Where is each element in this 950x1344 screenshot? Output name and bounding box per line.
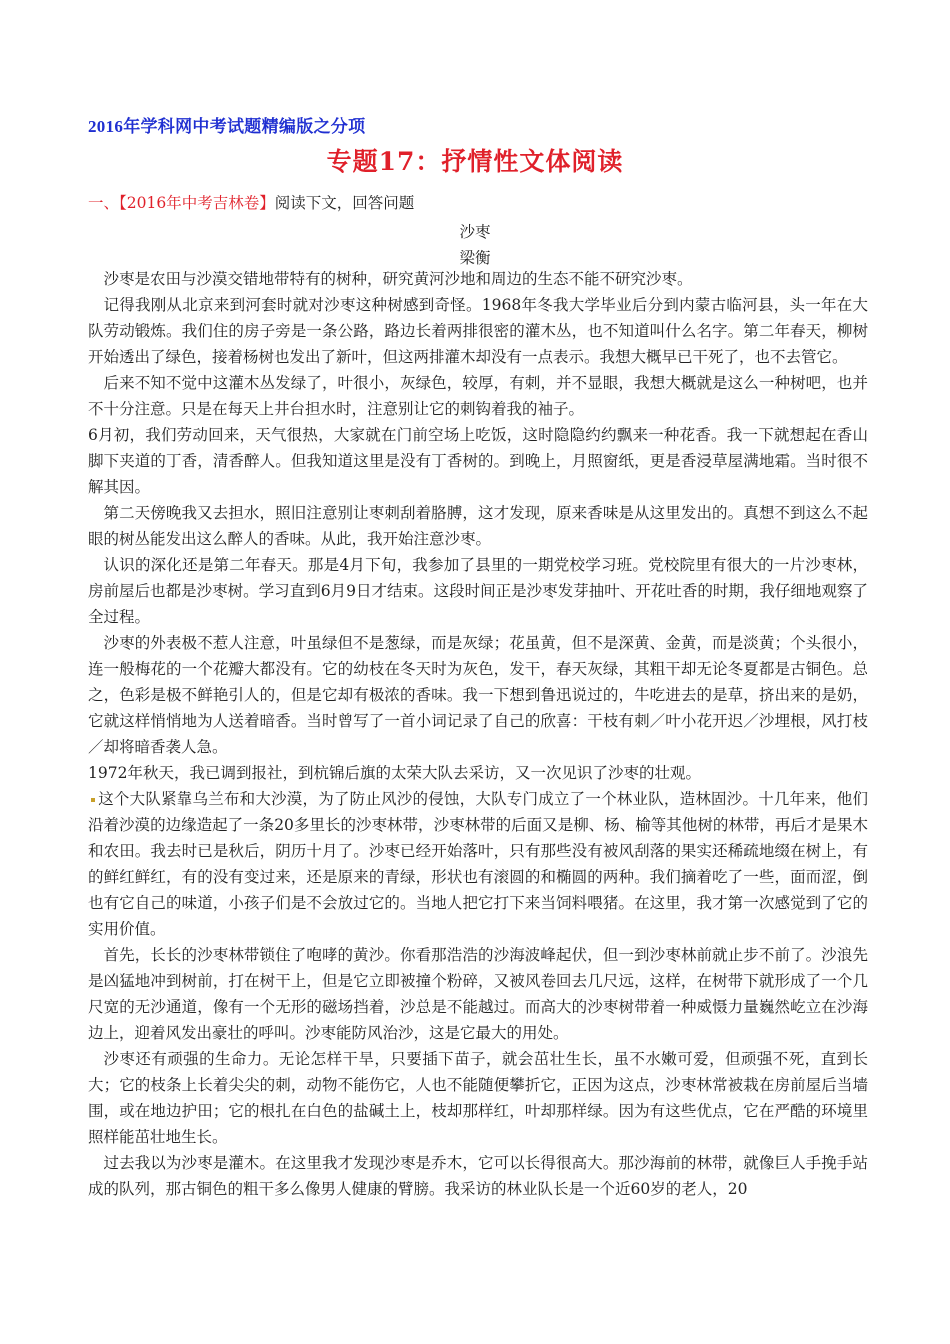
paragraph-1: 沙枣是农田与沙漠交错地带特有的树种，研究黄河沙地和周边的生态不能不研究沙枣。 <box>103 270 693 288</box>
paragraph-10: 首先，长长的沙枣林带锁住了咆哮的黄沙。你看那浩浩的沙海波峰起伏，但一到沙枣林前就止步不前了。沙浪先是凶猛地冲到树前，打在树干上，但是它立即被撞个粉碎，又被风卷回去几尺远，这样，在树带下就形成了一个几尺宽的无沙通道，像有一个无形的磁场挡着，沙总是不能越过。而高大的沙枣树带着一种威慑力量巍然屹立在沙海边上，迎着风发出豪壮的呼叫。沙枣能防风治沙，这是它最大的用处。 <box>88 946 868 1042</box>
paragraph-6: 认识的深化还是第二年春天。那是4月下旬，我参加了县里的一期党校学习班。党校院里有很大的一片沙枣林，房前屋后也都是沙枣树。学习直到6月9日才结束。这段时间正是沙枣发芽抽叶、开花吐香的时期，我仔细地观察了全过程。 <box>88 556 868 626</box>
question-number: 一、 <box>88 194 120 212</box>
main-title: 专题17：抒情性文体阅读 <box>326 147 624 176</box>
paragraph-9 <box>88 786 868 942</box>
question-instruction: 阅读下文，回答问题 <box>274 194 415 212</box>
paragraph-7: 沙枣的外表极不惹人注意，叶虽绿但不是葱绿，而是灰绿；花虽黄，但不是深黄、金黄，而是淡黄；个头很小，连一般梅花的一个花瓣大都没有。它的幼枝在冬天时为灰色，发干，春天灰绿，其粗干却无论冬夏都是古铜色。总之，色彩是极不鲜艳引人的，但是它却有极浓的香味。我一下想到鲁迅说过的，牛吃进去的是草，挤出来的是奶，它就这样悄悄地为人送着暗香。当时曾写了一首小词记录了自己的欣喜：干枝有刺／叶小花开迟／沙埋根，风打枝／却将暗香袭人急。 <box>88 634 868 756</box>
paragraph-4: 6月初，我们劳动回来，天气很热，大家就在门前空场上吃饭，这时隐隐约约飘来一种花香。我一下就想起在香山脚下夹道的丁香，清香醉人。但我知道这里是没有丁香树的。到晚上，月照窗纸，更是香浸草屋满地霜。当时很不解其因。 <box>88 426 868 496</box>
paragraph-12: 过去我以为沙枣是灌木。在这里我才发现沙枣是乔木，它可以长得很高大。那沙海前的林带，就像巨人手挽手站成的队列，那古铜色的粗干多么像男人健康的臂膀。我采访的林业队长是一个近60岁的老人，20 <box>88 1154 868 1198</box>
article-body <box>88 266 868 1202</box>
paragraph-8: 1972年秋天，我已调到报社，到杭锦后旗的太荣大队去采访，又一次见识了沙枣的壮观。 <box>88 764 701 782</box>
series-title: 2016年学科网中考试题精编版之分项 <box>88 117 366 136</box>
article-author: 梁衡 <box>459 249 491 267</box>
question-heading <box>88 191 414 213</box>
paragraph-2: 记得我刚从北京来到河套时就对沙枣这种树感到奇怪。1968年冬我大学毕业后分到内蒙古临河县，头一年在大队劳动锻炼。我们住的房子旁是一条公路，路边长着两排很密的灌木丛，也不知道叫什么名字。第二年春天，柳树开始透出了绿色，接着杨树也发出了新叶，但这两排灌木却没有一点表示。我想大概早已干死了，也不去管它。 <box>88 296 868 366</box>
paragraph-5: 第二天傍晚我又去担水，照旧注意别让枣刺刮着胳膊，这才发现，原来香味是从这里发出的。真想不到这么不起眼的树丛能发出这么醉人的香味。从此，我开始注意沙枣。 <box>88 504 868 548</box>
bullet-mark-icon <box>91 798 95 802</box>
article-title: 沙枣 <box>459 223 491 241</box>
paragraph-9-text: 这个大队紧靠乌兰布和大沙漠，为了防止风沙的侵蚀，大队专门成立了一个林业队，造林固沙。十几年来，他们沿着沙漠的边缘造起了一条20多里长的沙枣林带，沙枣林带的后面又是柳、杨、榆等其他树的林带，再后才是果木和农田。我去时已是秋后，阴历十月了。沙枣已经开始落叶，只有那些没有被风刮落的果实还稀疏地缀在树上，有的鲜红鲜红，有的没有变过来，还是原来的青绿，形状也有滚圆的和椭圆的两种。我们摘着吃了一些，面而涩，倒也有它自己的味道，小孩子们是不会放过它的。当地人把它打下来当饲料喂猪。在这里，我才第一次感觉到了它的实用价值。 <box>88 790 868 938</box>
question-source: 【2016年中考吉林卷】 <box>119 194 275 212</box>
paragraph-11: 沙枣还有顽强的生命力。无论怎样干旱，只要插下苗子，就会茁壮生长，虽不水嫩可爱，但顽强不死，直到长大；它的枝条上长着尖尖的刺，动物不能伤它，人也不能随便攀折它，正因为这点，沙枣林常被栽在房前屋后当墙围，或在地边护田；它的根扎在白色的盐碱土上，枝却那样红，叶却那样绿。因为有这些优点，它在严酷的环境里照样能茁壮地生长。 <box>88 1050 868 1146</box>
paragraph-3: 后来不知不觉中这灌木丛发绿了，叶很小，灰绿色，较厚，有刺，并不显眼，我想大概就是这么一种树吧，也并不十分注意。只是在每天上井台担水时，注意别让它的刺钩着我的袖子。 <box>88 374 868 418</box>
